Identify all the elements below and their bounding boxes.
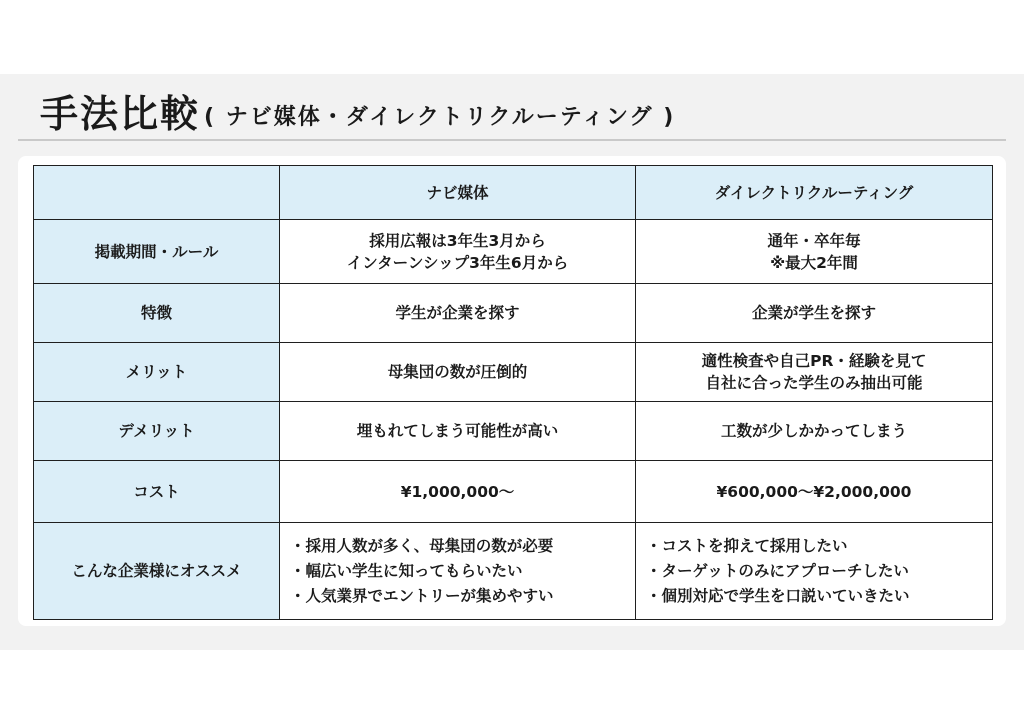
table-row [34,402,993,461]
direct-cell [636,343,993,402]
cell-line: ¥1,000,000～ [400,482,515,501]
navi-cell [280,343,636,402]
direct-cell [636,523,993,620]
cell-line: 適性検査や自己PR・経験を見て [701,352,927,370]
cell-line: 埋もれてしまう可能性が高い [356,422,559,440]
row-label: メリット [34,343,280,402]
row-label: 掲載期間・ルール [34,220,280,284]
row-label: コスト [34,461,280,523]
row-label: デメリット [34,402,280,461]
table-header-row [34,166,993,220]
title-subtitle: ( ナビ媒体・ダイレクトリクルーティング ) [204,105,676,130]
navi-cell [280,461,636,523]
header-cell-blank [34,166,280,220]
navi-cell [280,220,636,284]
table-row [34,343,993,402]
header-cell-direct: ダイレクトリクルーティング [636,166,993,220]
cell-line: 工数が少しかかってしまう [720,422,907,440]
cell-line: 学生が企業を探す [395,304,520,322]
title-main: 手法比較 [40,92,201,136]
cell-line: 企業が学生を探す [751,304,876,322]
cell-line: 母集団の数が圧倒的 [387,363,528,381]
comparison-table [33,165,993,620]
page-title [40,84,675,136]
direct-cell [636,461,993,523]
cell-line: ¥600,000～¥2,000,000 [716,482,912,501]
row-label: 特徴 [34,284,280,343]
title-divider [18,139,1006,141]
cell-line: ・人気業界でエントリーが集めやすい [290,586,554,605]
cell-line: ・ターゲットのみにアプローチしたい [646,561,909,580]
cell-line: インターンシップ3年生6月から [346,253,569,272]
table-row [34,220,993,284]
navi-cell [280,284,636,343]
direct-cell [636,284,993,343]
table-row [34,284,993,343]
direct-cell [636,402,993,461]
table-row [34,461,993,523]
cell-line: 採用広報は3年生3月から [369,231,546,250]
cell-line: ・採用人数が多く、母集団の数が必要 [290,536,554,555]
cell-line: 自社に合った学生のみ抽出可能 [705,374,923,392]
row-label: こんな企業様にオススメ [34,523,280,620]
cell-line: 通年・卒年毎 [767,231,861,250]
cell-line: ・幅広い学生に知ってもらいたい [290,561,523,580]
navi-cell [280,523,636,620]
cell-line: ・個別対応で学生を口説いていきたい [646,586,910,605]
direct-cell [636,220,993,284]
navi-cell [280,402,636,461]
cell-line: ※最大2年間 [770,253,858,272]
table-row [34,523,993,620]
header-cell-navi: ナビ媒体 [280,166,636,220]
cell-line: ・コストを抑えて採用したい [646,536,848,555]
